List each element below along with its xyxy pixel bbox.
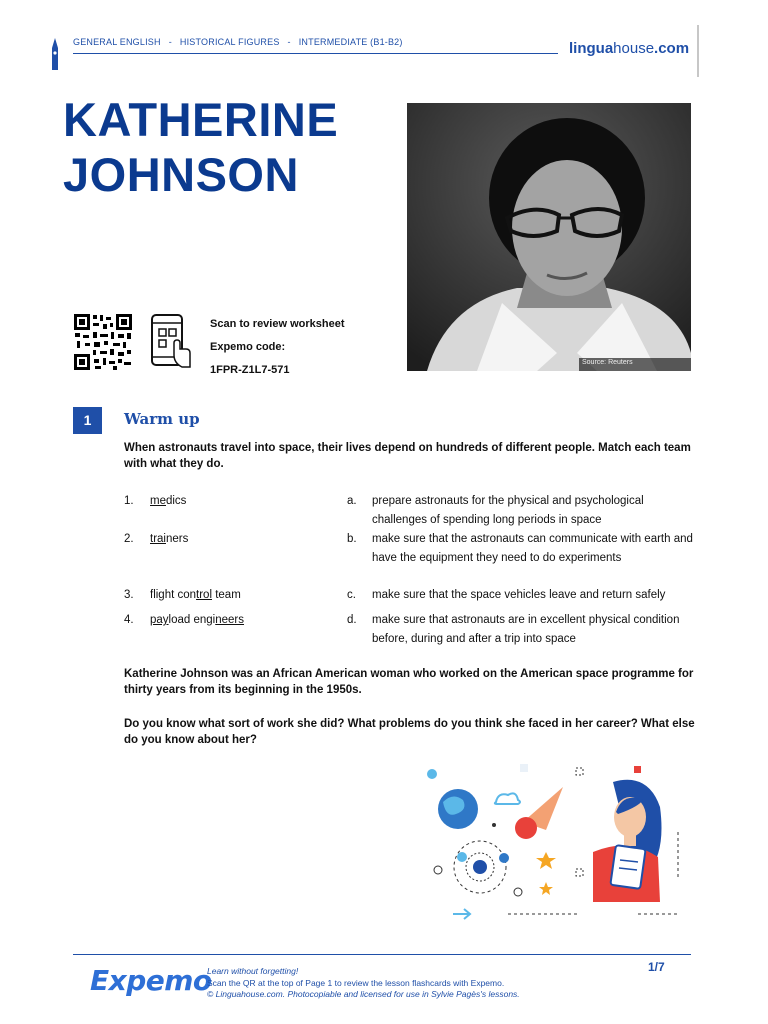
- footer-tagline: Learn without forgetting!: [207, 966, 299, 976]
- crumb-level-range: INTERMEDIATE (B1-B2): [298, 37, 403, 47]
- section-number: 1: [73, 407, 102, 434]
- title-line-1: KATHERINE: [63, 93, 339, 146]
- team-flight-control: flight control team: [150, 589, 241, 601]
- footer-divider: [73, 954, 691, 955]
- discussion-questions: Do you know what sort of work she did? What problems do you think she faced in her career? What else do you know about her?: [124, 718, 695, 746]
- scan-caption: Scan to review worksheet: [210, 318, 345, 330]
- task-b: make sure that the astronauts can communicate with earth and have the equipment they need to do experiments: [372, 533, 693, 564]
- list-item: 2.: [124, 533, 134, 545]
- phone-scan-icon: [150, 313, 192, 371]
- footer-instruction: Scan the QR at the top of Page 1 to review the lesson flashcards with Expemo.: [207, 977, 505, 988]
- list-item: d.: [347, 614, 357, 626]
- expemo-logo[interactable]: Expemo: [90, 964, 212, 997]
- list-item: 3.: [124, 589, 134, 601]
- breadcrumb: [73, 37, 403, 47]
- task-c: make sure that the space vehicles leave and return safely: [372, 589, 666, 601]
- team-trainers: trainers: [150, 533, 189, 545]
- scan-info: [210, 313, 345, 382]
- section-title: Warm up: [124, 410, 200, 428]
- crumb-topic: HISTORICAL FIGURES: [179, 37, 280, 47]
- team-payload-engineers: payload engineers: [150, 614, 245, 626]
- title-line-2: JOHNSON: [63, 148, 299, 201]
- expemo-code-label: Expemo code:: [210, 341, 286, 353]
- task-d: make sure that astronauts are in excellent physical condition before, during and after a trip into space: [372, 614, 680, 645]
- crumb-level: GENERAL ENGLISH: [73, 37, 161, 47]
- list-item: 1.: [124, 495, 134, 507]
- photo-credit: Source: Reuters: [582, 359, 633, 366]
- footer-text: [207, 966, 520, 1001]
- page-number: 1/7: [648, 960, 665, 974]
- task-a: prepare astronauts for the physical and psychological challenges of spending long periods in space: [372, 495, 644, 526]
- qr-code[interactable]: [73, 313, 133, 371]
- footer-copyright: © Linguahouse.com. Photocopiable and licensed for use in Sylvie Pagès's lessons.: [207, 989, 520, 999]
- page-title: [63, 92, 338, 202]
- expemo-code-value: 1FPR-Z1L7-571: [210, 364, 290, 376]
- team-medics: medics: [150, 495, 187, 507]
- crumb-sep: -: [168, 37, 172, 47]
- biography-paragraph: Katherine Johnson was an African American woman who worked on the American space programme for thirty years from its beginning in the 1950s.: [124, 668, 694, 696]
- list-item: c.: [347, 589, 356, 601]
- space-illustration: [398, 752, 693, 930]
- big-ben-icon: [50, 38, 60, 70]
- header-divider: [73, 53, 558, 54]
- list-item: a.: [347, 495, 357, 507]
- list-item: b.: [347, 533, 357, 545]
- crumb-sep: -: [287, 37, 291, 47]
- section-instructions: When astronauts travel into space, their lives depend on hundreds of different people. Match each team with what they do.: [124, 442, 691, 470]
- list-item: 4.: [124, 614, 134, 626]
- header-right-rule: [697, 25, 699, 77]
- portrait-photo: [407, 103, 691, 371]
- brand-logo: linguahouse.com: [569, 40, 690, 57]
